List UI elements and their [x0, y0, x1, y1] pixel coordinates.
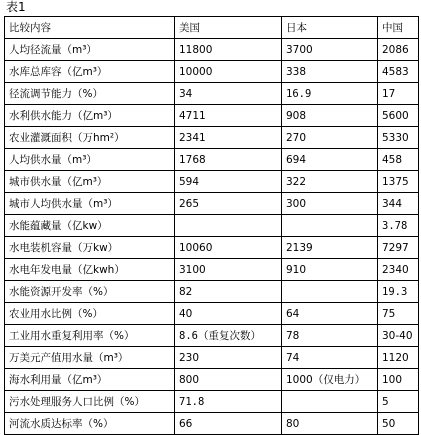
cell-china: 2340	[378, 259, 419, 281]
cell-usa: 230	[175, 347, 282, 369]
header-cell-china: 中国	[378, 17, 419, 39]
cell-china: 19.3	[378, 281, 419, 303]
row-label: 河流水质达标率（%）	[5, 413, 175, 435]
table-row	[5, 347, 419, 369]
cell-china: 1375	[378, 171, 419, 193]
row-label: 人均供水量（m³）	[5, 149, 175, 171]
header-cell-item: 比较内容	[5, 17, 175, 39]
header-cell-usa: 美国	[175, 17, 282, 39]
row-label: 农业灌溉面积（万hm²）	[5, 127, 175, 149]
row-label: 城市供水量（亿m³）	[5, 171, 175, 193]
cell-china: 100	[378, 369, 419, 391]
table-row	[5, 149, 419, 171]
cell-usa: 594	[175, 171, 282, 193]
table-row	[5, 413, 419, 435]
cell-usa: 71.8	[175, 391, 282, 413]
row-label: 污水处理服务人口比例（%）	[5, 391, 175, 413]
cell-china: 7297	[378, 237, 419, 259]
cell-japan: 908	[282, 105, 378, 127]
cell-china: 50	[378, 413, 419, 435]
cell-china: 3.78	[378, 215, 419, 237]
row-label: 水电年发电量（亿kwh）	[5, 259, 175, 281]
comparison-table	[4, 16, 419, 435]
cell-usa: 8.6（重复次数）	[175, 325, 282, 347]
table-row	[5, 237, 419, 259]
table-row	[5, 39, 419, 61]
row-label: 城市人均供水量（m³）	[5, 193, 175, 215]
cell-usa: 800	[175, 369, 282, 391]
row-label: 人均径流量（m³）	[5, 39, 175, 61]
cell-china: 1120	[378, 347, 419, 369]
cell-japan: 270	[282, 127, 378, 149]
table-row	[5, 325, 419, 347]
cell-japan: 910	[282, 259, 378, 281]
cell-china: 5	[378, 391, 419, 413]
cell-china: 2086	[378, 39, 419, 61]
cell-usa: 265	[175, 193, 282, 215]
cell-china: 5330	[378, 127, 419, 149]
table-row	[5, 61, 419, 83]
cell-japan: 1000（仅电力）	[282, 369, 378, 391]
cell-usa: 4711	[175, 105, 282, 127]
table-row	[5, 105, 419, 127]
cell-usa: 1768	[175, 149, 282, 171]
cell-japan: 74	[282, 347, 378, 369]
cell-japan	[282, 281, 378, 303]
cell-usa: 10060	[175, 237, 282, 259]
row-label: 水库总库容（亿m³）	[5, 61, 175, 83]
cell-usa: 66	[175, 413, 282, 435]
cell-china: 17	[378, 83, 419, 105]
table-caption: 表1	[6, 0, 26, 14]
cell-usa: 10000	[175, 61, 282, 83]
cell-japan: 80	[282, 413, 378, 435]
row-label: 水电装机容量（万kw）	[5, 237, 175, 259]
cell-japan: 64	[282, 303, 378, 325]
cell-japan	[282, 215, 378, 237]
cell-china: 30-40	[378, 325, 419, 347]
row-label: 水能蕴藏量（亿kw）	[5, 215, 175, 237]
table-row	[5, 171, 419, 193]
table-header-row	[5, 17, 419, 39]
row-label: 万美元产值用水量（m³）	[5, 347, 175, 369]
row-label: 水利供水能力（亿m³）	[5, 105, 175, 127]
row-label: 水能资源开发率（%）	[5, 281, 175, 303]
cell-china: 458	[378, 149, 419, 171]
cell-china: 344	[378, 193, 419, 215]
header-cell-japan: 日本	[282, 17, 378, 39]
cell-japan: 3700	[282, 39, 378, 61]
table-row	[5, 369, 419, 391]
cell-usa: 3100	[175, 259, 282, 281]
cell-usa: 2341	[175, 127, 282, 149]
table-row	[5, 281, 419, 303]
cell-japan: 338	[282, 61, 378, 83]
cell-japan	[282, 391, 378, 413]
row-label: 海水利用量（亿m³）	[5, 369, 175, 391]
cell-usa: 11800	[175, 39, 282, 61]
cell-japan: 694	[282, 149, 378, 171]
cell-usa: 34	[175, 83, 282, 105]
table-row	[5, 127, 419, 149]
table-row	[5, 303, 419, 325]
cell-usa: 40	[175, 303, 282, 325]
cell-china: 5600	[378, 105, 419, 127]
cell-japan: 2139	[282, 237, 378, 259]
cell-china: 75	[378, 303, 419, 325]
cell-usa	[175, 215, 282, 237]
table-row	[5, 259, 419, 281]
table-row	[5, 391, 419, 413]
row-label: 径流调节能力（%）	[5, 83, 175, 105]
table-row	[5, 215, 419, 237]
cell-usa: 82	[175, 281, 282, 303]
table-row	[5, 193, 419, 215]
table-row	[5, 83, 419, 105]
cell-japan: 300	[282, 193, 378, 215]
row-label: 农业用水比例（%）	[5, 303, 175, 325]
cell-japan: 16.9	[282, 83, 378, 105]
cell-japan: 322	[282, 171, 378, 193]
row-label: 工业用水重复利用率（%）	[5, 325, 175, 347]
cell-china: 4583	[378, 61, 419, 83]
cell-japan: 78	[282, 325, 378, 347]
